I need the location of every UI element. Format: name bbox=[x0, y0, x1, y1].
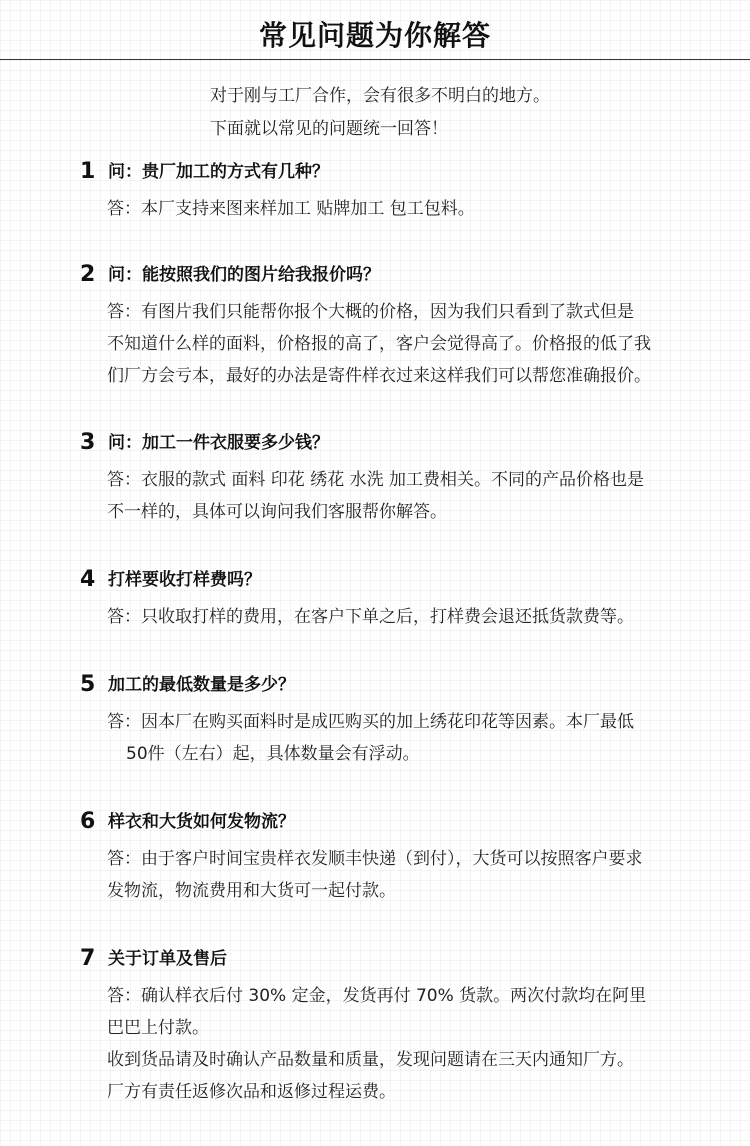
faq-item-2 bbox=[80, 260, 680, 392]
faq-answer bbox=[107, 601, 680, 633]
faq-number: 5 bbox=[80, 672, 96, 697]
faq-question: 问：加工一件衣服要多少钱？ bbox=[108, 433, 329, 453]
intro-text bbox=[210, 80, 550, 146]
faq-question: 问：能按照我们的图片给我报价吗？ bbox=[108, 265, 380, 285]
answer-line: 不一样的，具体可以询问我们客服帮你解答。 bbox=[107, 502, 447, 522]
faq-item-6 bbox=[80, 807, 680, 907]
answer-line: 答：因本厂在购买面料时是成匹购买的加上绣花印花等因素。本厂最低 bbox=[107, 712, 634, 732]
answer-line: 答：有图片我们只能帮你报个大概的价格，因为我们只看到了款式但是 bbox=[107, 302, 634, 322]
answer-line: 答：衣服的款式 面料 印花 绣花 水洗 加工费相关。不同的产品价格也是 bbox=[107, 470, 645, 490]
answer-line: 不知道什么样的面料，价格报的高了，客户会觉得高了。价格报的低了我 bbox=[107, 334, 651, 354]
faq-answer bbox=[107, 296, 680, 392]
faq-answer bbox=[107, 706, 680, 770]
faq-question: 加工的最低数量是多少？ bbox=[108, 675, 295, 695]
answer-line: 厂方有责任返修次品和返修过程运费。 bbox=[107, 1082, 396, 1102]
answer-line: 收到货品请及时确认产品数量和质量，发现问题请在三天内通知厂方。 bbox=[107, 1050, 634, 1070]
intro-line: 对于刚与工厂合作，会有很多不明白的地方。 bbox=[210, 86, 550, 106]
faq-question: 问：贵厂加工的方式有几种？ bbox=[108, 162, 329, 182]
faq-item-5 bbox=[80, 670, 680, 770]
answer-line: 们厂方会亏本，最好的办法是寄件样衣过来这样我们可以帮您准确报价。 bbox=[107, 366, 651, 386]
faq-number: 2 bbox=[80, 262, 96, 287]
faq-answer bbox=[107, 464, 680, 528]
faq-number: 4 bbox=[80, 567, 96, 592]
faq-item-7 bbox=[80, 944, 680, 1108]
title-divider bbox=[0, 59, 750, 60]
faq-item-4 bbox=[80, 565, 680, 633]
faq-question: 样衣和大货如何发物流？ bbox=[108, 812, 295, 832]
faq-answer bbox=[107, 980, 680, 1108]
intro-line: 下面就以常见的问题统一回答！ bbox=[210, 119, 448, 139]
faq-item-3 bbox=[80, 428, 680, 528]
page-title: 常见问题为你解答 bbox=[258, 19, 491, 52]
answer-line: 50件（左右）起，具体数量会有浮动。 bbox=[126, 744, 420, 764]
answer-line: 答：由于客户时间宝贵样衣发顺丰快递（到付），大货可以按照客户要求 bbox=[107, 849, 643, 869]
answer-line: 答：只收取打样的费用，在客户下单之后，打样费会退还抵货款费等。 bbox=[107, 607, 634, 627]
faq-question: 关于订单及售后 bbox=[108, 949, 227, 969]
faq-item-1 bbox=[80, 157, 680, 225]
faq-number: 3 bbox=[80, 430, 96, 455]
faq-number: 1 bbox=[80, 159, 96, 184]
faq-number: 6 bbox=[80, 809, 96, 834]
faq-answer bbox=[107, 193, 680, 225]
faq-question: 打样要收打样费吗？ bbox=[108, 570, 261, 590]
faq-number: 7 bbox=[80, 946, 96, 971]
answer-line: 答：确认样衣后付 30% 定金，发货再付 70% 货款。两次付款均在阿里 bbox=[107, 986, 647, 1006]
faq-answer bbox=[107, 843, 680, 907]
answer-line: 发物流，物流费用和大货可一起付款。 bbox=[107, 881, 396, 901]
answer-line: 答：本厂支持来图来样加工 贴牌加工 包工包料。 bbox=[107, 199, 475, 219]
answer-line: 巴巴上付款。 bbox=[107, 1018, 209, 1038]
